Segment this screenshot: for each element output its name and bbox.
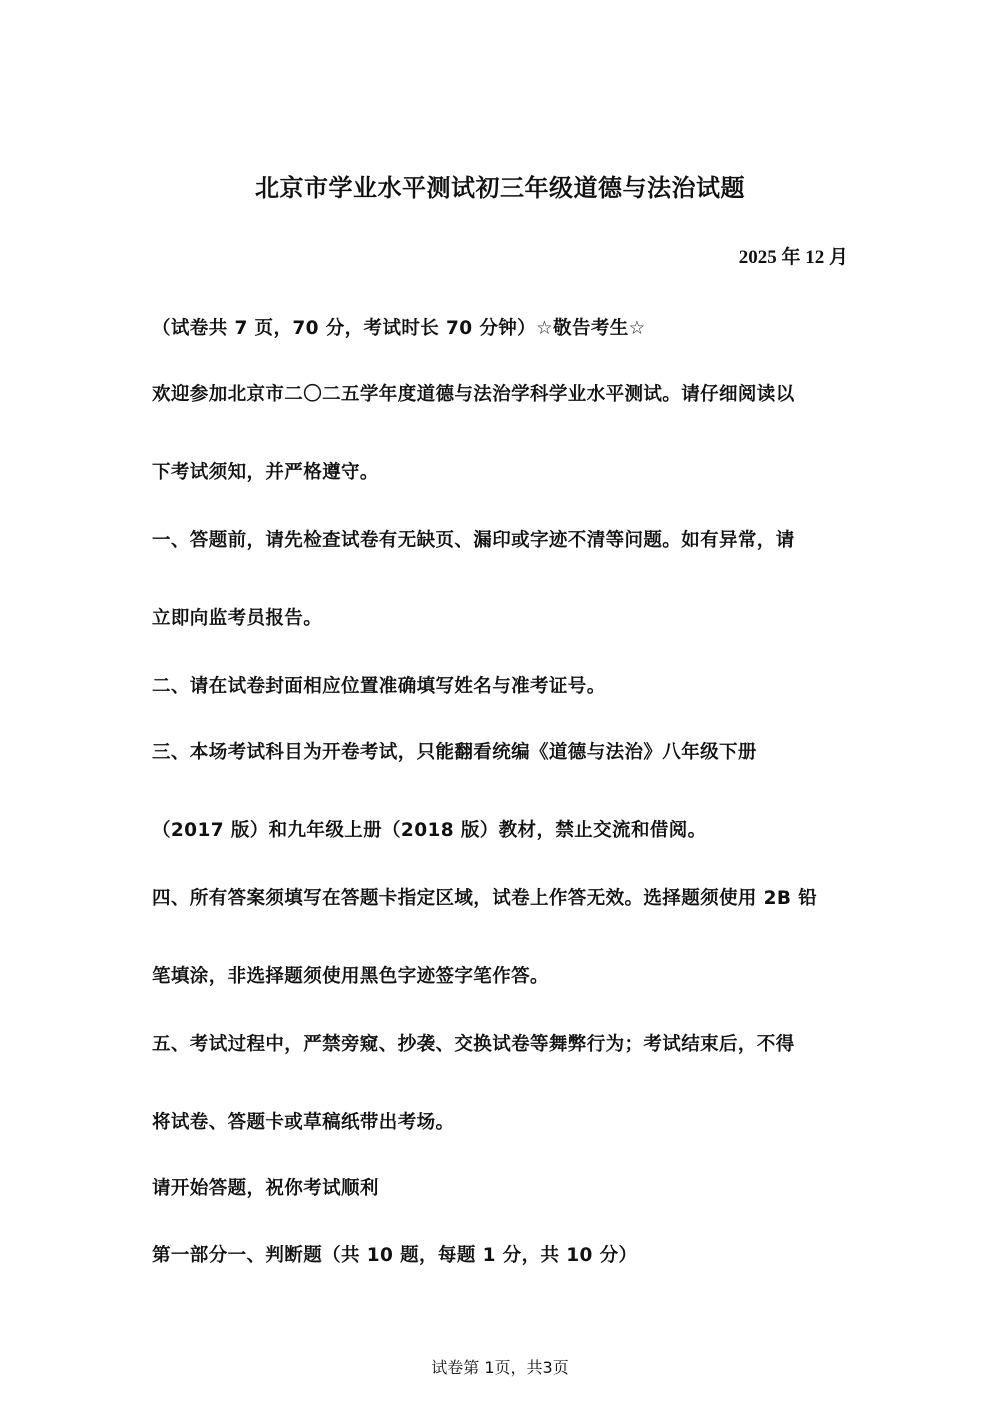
page-footer: 试卷第 1页，共3页 [431,1358,569,1377]
rule-3-line-2: （2017 版）和九年级上册（2018 版）教材，禁止交流和借阅。 [152,820,707,841]
exam-date: 2025 年 12 月 [738,247,848,268]
rule-5-line-1: 五、考试过程中，严禁旁窥、抄袭、交换试卷等舞弊行为；考试结束后，不得 [152,1034,795,1055]
rule-1-line-2: 立即向监考员报告。 [152,608,323,629]
rule-4-line-1: 四、所有答案须填写在答题卡指定区域，试卷上作答无效。选择题须使用 2B 铅 [152,888,818,909]
exam-info-line: （试卷共 7 页，70 分，考试时长 70 分钟）☆敬告考生☆ [152,318,646,339]
rule-2-line: 二、请在试卷封面相应位置准确填写姓名与准考证号。 [152,676,606,697]
rule-5-line-2: 将试卷、答题卡或草稿纸带出考场。 [152,1112,455,1133]
welcome-line-1: 欢迎参加北京市二〇二五学年度道德与法治学科学业水平测试。请仔细阅读以 [152,384,795,405]
rule-1-line-1: 一、答题前，请先检查试卷有无缺页、漏印或字迹不清等问题。如有异常，请 [152,530,795,551]
rule-4-line-2: 笔填涂，非选择题须使用黑色字迹签字笔作答。 [152,966,549,987]
welcome-line-2: 下考试须知，并严格遵守。 [152,462,379,483]
rule-3-line-1: 三、本场考试科目为开卷考试，只能翻看统编《道德与法治》八年级下册 [152,742,757,763]
section-heading: 第一部分一、判断题（共 10 题，每题 1 分，共 10 分） [152,1245,638,1266]
good-luck-line: 请开始答题，祝你考试顺利 [152,1178,379,1199]
exam-title: 北京市学业水平测试初三年级道德与法治试题 [255,174,745,202]
